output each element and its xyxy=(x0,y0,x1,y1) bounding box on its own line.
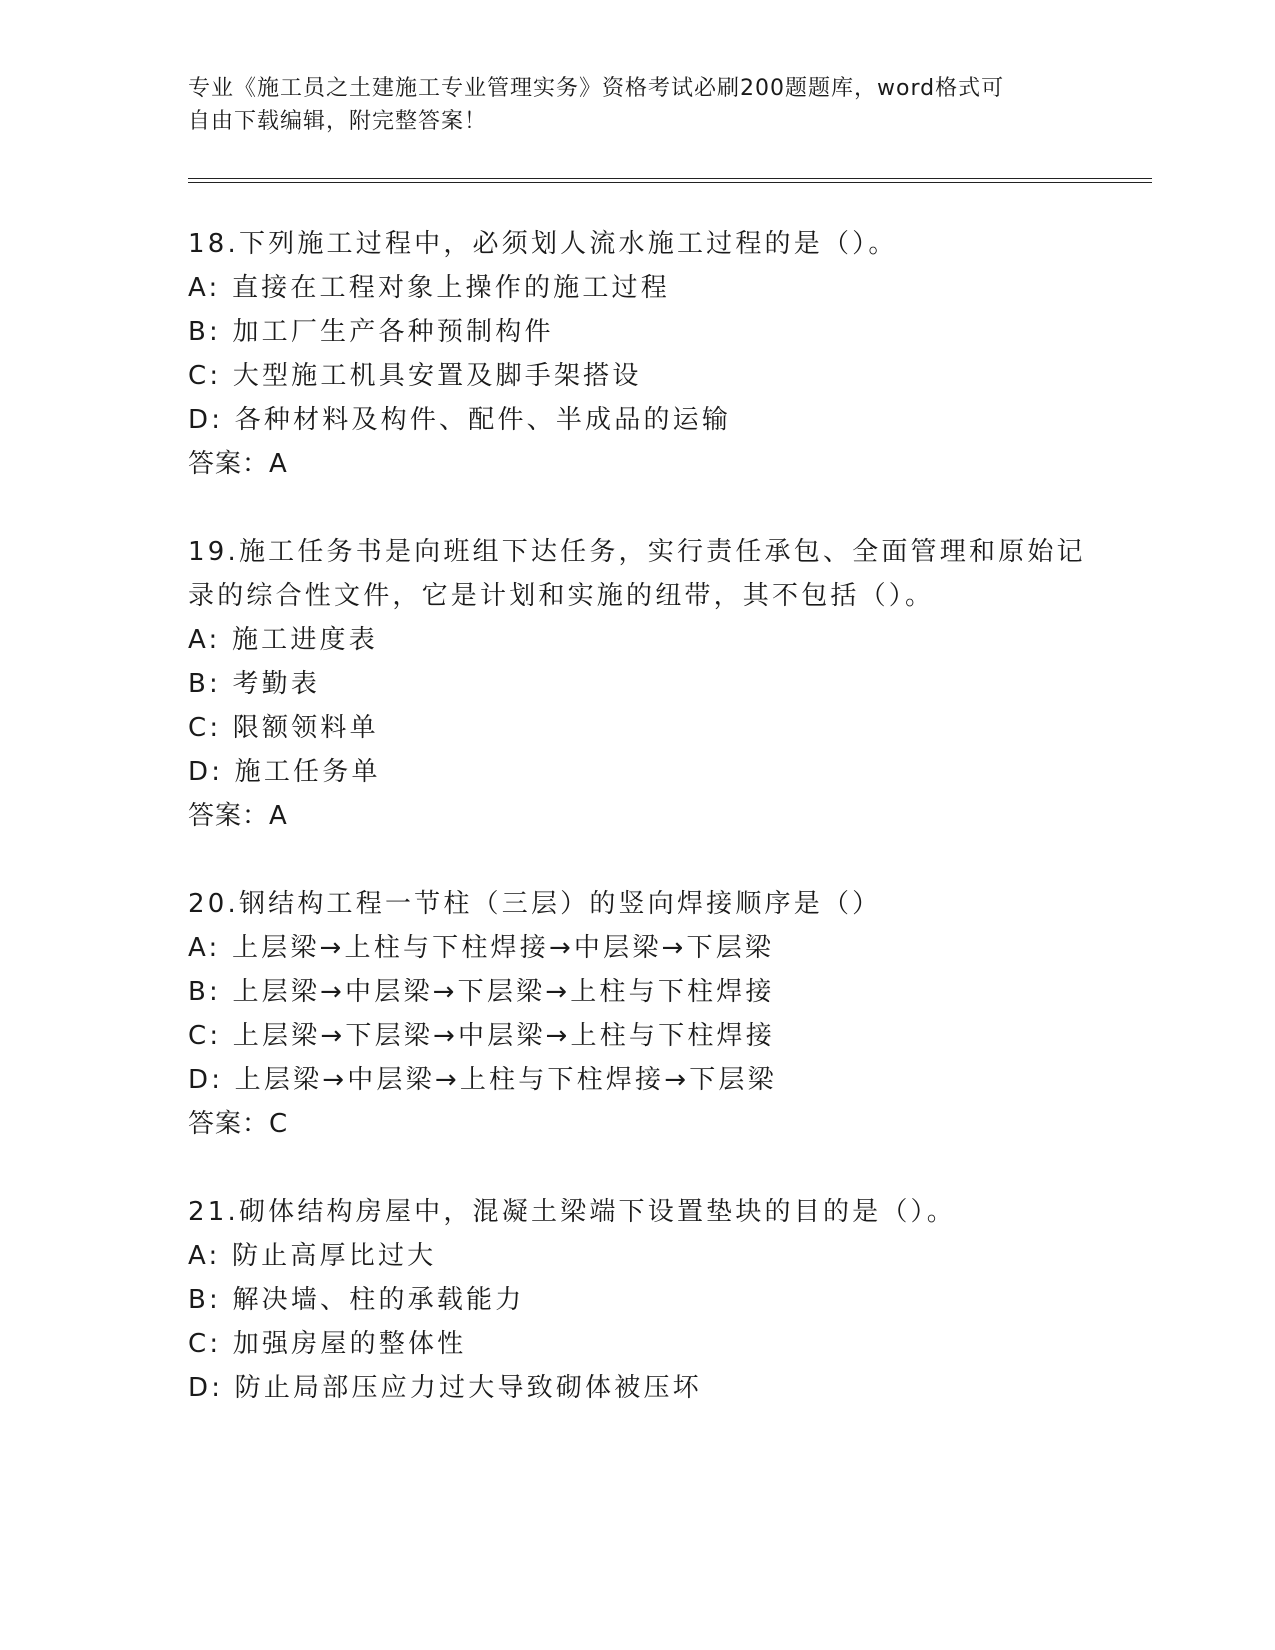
question-19-option-b: B: 考勤表 xyxy=(188,669,321,699)
header-line-2: 自由下载编辑，附完整答案！ xyxy=(188,109,488,134)
question-19-option-a: A: 施工进度表 xyxy=(188,625,378,655)
header-line-1: 专业《施工员之土建施工专业管理实务》资格考试必刷200题题库，word格式可 xyxy=(188,76,1005,101)
question-19-answer: 答案：A xyxy=(188,801,288,831)
question-19-stem-line-1: 19.施工任务书是向班组下达任务，实行责任承包、全面管理和原始记 xyxy=(188,537,1086,567)
question-18-option-d: D: 各种材料及构件、配件、半成品的运输 xyxy=(188,405,732,435)
question-20-stem: 20.钢结构工程一节柱（三层）的竖向焊接顺序是（） xyxy=(188,889,882,919)
question-21-stem: 21.砌体结构房屋中，混凝土梁端下设置垫块的目的是（）。 xyxy=(188,1197,956,1227)
question-19-option-d: D: 施工任务单 xyxy=(188,757,381,787)
question-18-stem: 18.下列施工过程中，必须划人流水施工过程的是（）。 xyxy=(188,229,898,259)
question-21-option-a: A: 防止高厚比过大 xyxy=(188,1241,437,1271)
header-divider-bottom xyxy=(188,182,1152,183)
question-20-answer: 答案：C xyxy=(188,1109,289,1139)
question-21-option-b: B: 解决墙、柱的承载能力 xyxy=(188,1285,525,1315)
question-20-option-a: A: 上层梁→上柱与下柱焊接→中层梁→下层梁 xyxy=(188,933,775,963)
question-18-option-a: A: 直接在工程对象上操作的施工过程 xyxy=(188,273,670,303)
question-19-option-c: C: 限额领料单 xyxy=(188,713,379,743)
question-18-answer: 答案：A xyxy=(188,449,288,479)
question-20-option-d: D: 上层梁→中层梁→上柱与下柱焊接→下层梁 xyxy=(188,1065,777,1095)
question-18-option-b: B: 加工厂生产各种预制构件 xyxy=(188,317,554,347)
header-divider-top xyxy=(188,178,1152,179)
document-header xyxy=(188,72,1088,138)
question-18-option-c: C: 大型施工机具安置及脚手架搭设 xyxy=(188,361,642,391)
question-21-option-d: D: 防止局部压应力过大导致砌体被压坏 xyxy=(188,1373,702,1403)
question-20-option-b: B: 上层梁→中层梁→下层梁→上柱与下柱焊接 xyxy=(188,977,775,1007)
question-20-option-c: C: 上层梁→下层梁→中层梁→上柱与下柱焊接 xyxy=(188,1021,775,1051)
question-21-option-c: C: 加强房屋的整体性 xyxy=(188,1329,467,1359)
question-19-stem-line-2: 录的综合性文件，它是计划和实施的纽带，其不包括（）。 xyxy=(188,581,935,611)
